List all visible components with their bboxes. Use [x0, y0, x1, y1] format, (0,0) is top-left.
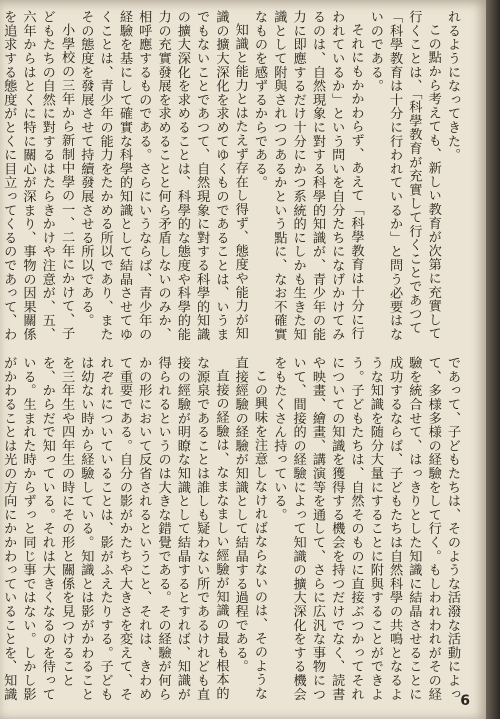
paragraph: れるようになってきた。 — [445, 10, 460, 162]
paragraph: 直接の経驗は、なまなましい經驗が知識の最も根本的な源泉であることは誰しも疑わない所であるけれども直接の經驗が明瞭な知識として結晶するとすれば、知識が得られるというのは大きな錯覺である。その経驗が何らかの形において反省されるということ、それは、きわめて重要である。自分の影がかたちや大きさを変えて、それぞれについていることは、影がふえたりする。子どもは幼ない時から経驗している。知識とは影がかわることを三年生や四年生の時にその形と關係を見つけることを、からだで知っている。それは大きくなるのを待っている。生まれた時からずっと同じ事ではない。しかし影がかわることは光の方向にかかわっていることを、知識 — [1, 356, 229, 701]
paragraph: それにもかかわらず、あえて「科學教育は十分に行われているか」という問いを自分たちになげかけてみるのは、自然現象に對する科學的知識が、青少年の能力に即應するだけ十分にかつ系統的にしかも生きた知識として附與されつつあるかという點に、なお不確實なものを感ずるからである。 — [252, 10, 364, 342]
book-spine-shadow — [486, 0, 500, 719]
paragraph: この點から考えても、新しい教育が次第に充實して行くことは、「科學教育が充實して行くことであつて「科學教育は十分に行われているか」と問う必要はないのである。 — [367, 10, 441, 342]
paragraph: であって、子どもたちは、そのような活潑な活動によって、多様多様の経驗をして行く。もしわれわれがその経驗を統合せて、はっきりとした知識に結晶させることに成功するならば、子どもたちは自然科學の共鳴となるような知識を随分大量にすることに附與することができよう。子どもたちは、自然そのものに直接ぶつかってそれについての知識を獲得する機会を持つだけでなく、読書や映畫、繪畫、講演等を通して、さらに広汎な事物について、間接的の経驗によって知識の擴大深化をする機会をもたくさん持っている。 — [271, 356, 460, 701]
paragraph: 知識と能力とはたえず存在し得ず、態度や能力が知識の擴大深化を求めてゆくものであることは、いうまでもないことであつて、自然現象に對する科學的知識の擴大深化を求めることは、科學的な態度や科學的能力の充實發展を求めることと何ら矛盾しないのみか、相呼應するものである。さらにいうならば、青少年の経驗を基にして確實な科學的知識として結晶させてゆくことは、青少年の能力をたかめる所以であり、またその態度を發展させて持續發展させる所以である。 — [78, 10, 248, 342]
page-number: 6 — [460, 693, 470, 709]
upper-text-block — [1, 10, 462, 348]
paragraph: この興味を注意しなければならないのは、そのような直接經驗の経驗が知識として結晶する過程である。 — [232, 356, 268, 701]
paragraph: 小學校の三年から新制中學の一、二年にかけて、子どもたちの自然に對するはたらきかけや注意が、五、六年からはとくに特に關心が深まり、事物の因果關係を追求する態度がとくに目立ってくるのであって、わ — [1, 10, 75, 342]
lower-text-block — [1, 356, 462, 702]
